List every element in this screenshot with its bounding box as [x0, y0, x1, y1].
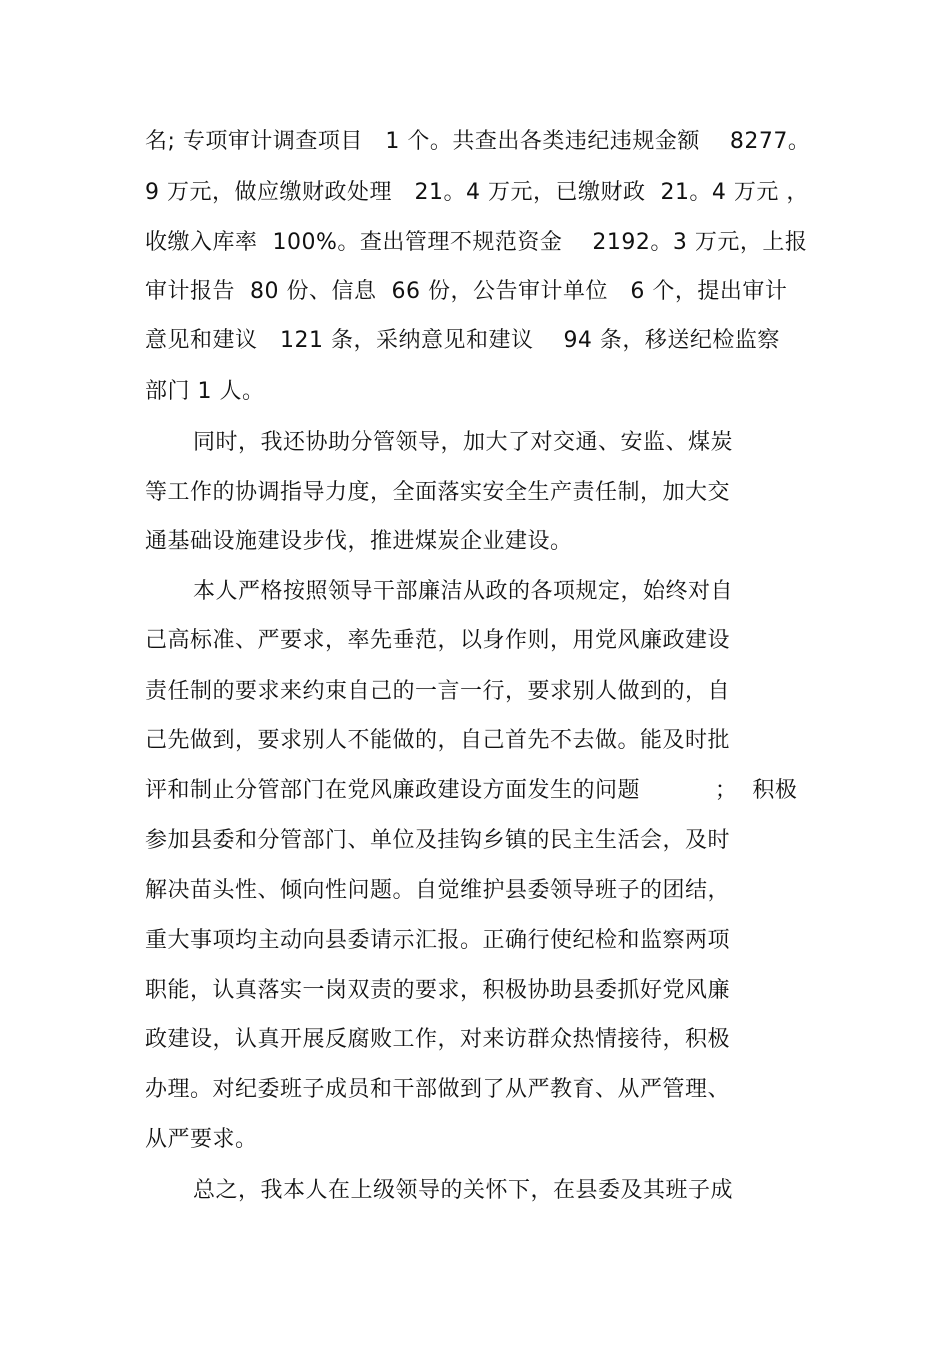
text-line: 重大事项均主动向县委请示汇报。正确行使纪检和监察两项: [145, 928, 731, 953]
text-line: 责任制的要求来约束自己的一言一行，要求别人做到的，自: [145, 679, 731, 704]
text-line: 评和制止分管部门在党风廉政建设方面发生的问题 ； 积极: [145, 778, 798, 803]
text-line: 己先做到，要求别人不能做的，自己首先不去做。能及时批: [145, 728, 731, 753]
text-line: 9 万元，做应缴财政处理 21。4 万元，已缴财政 21。4 万元 ，: [145, 180, 809, 205]
paragraph-first-line: 本人严格按照领导干部廉洁从政的各项规定，始终对自: [193, 579, 734, 604]
text-line: 办理。对纪委班子成员和干部做到了从严教育、从严管理、: [145, 1077, 731, 1102]
text-line: 从严要求。: [145, 1127, 258, 1152]
text-line: 政建设，认真开展反腐败工作，对来访群众热情接待，积极: [145, 1027, 731, 1052]
text-line: 己高标准、严要求，率先垂范，以身作则，用党风廉政建设: [145, 628, 731, 653]
text-line: 通基础设施建设步伐，推进煤炭企业建设。: [145, 529, 573, 554]
paragraph-first-line: 总之，我本人在上级领导的关怀下，在县委及其班子成: [193, 1178, 734, 1203]
text-line: 意见和建议 121 条，采纳意见和建议 94 条，移送纪检监察: [145, 328, 780, 353]
text-line: 收缴入库率 100%。查出管理不规范资金 2192。3 万元，上报: [145, 230, 808, 255]
text-line: 名; 专项审计调查项目 1 个。共查出各类违纪违规金额 8277。: [145, 129, 811, 154]
text-line: 参加县委和分管部门、单位及挂钩乡镇的民主生活会，及时: [145, 828, 731, 853]
text-line: 审计报告 80 份、信息 66 份，公告审计单位 6 个，提出审计: [145, 279, 788, 304]
text-line: 职能，认真落实一岗双责的要求，积极协助县委抓好党风廉: [145, 978, 731, 1003]
text-line: 解决苗头性、倾向性问题。自觉维护县委领导班子的团结，: [145, 878, 731, 903]
paragraph-first-line: 同时，我还协助分管领导，加大了对交通、安监、煤炭: [193, 430, 734, 455]
text-line: 部门 1 人。: [145, 379, 265, 404]
text-line: 等工作的协调指导力度，全面落实安全生产责任制，加大交: [145, 480, 731, 505]
